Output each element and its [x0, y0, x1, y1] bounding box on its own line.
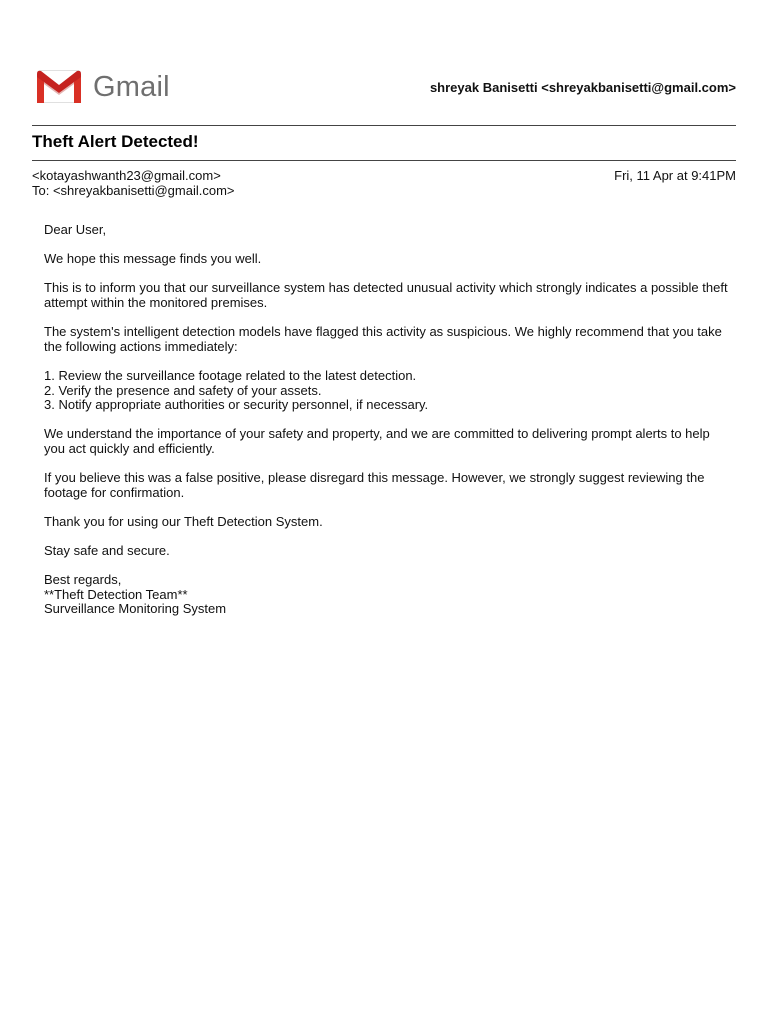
body-paragraph: We hope this message finds you well.: [44, 251, 262, 267]
action-list-item: 3. Notify appropriate authorities or security personnel, if necessary.: [44, 397, 429, 413]
divider-subject: [32, 160, 736, 161]
body-paragraph: If you believe this was a false positive, please disregard this message. However, we strongly suggest reviewing the footage for confirmation.: [44, 470, 705, 500]
sender-address: <kotayashwanth23@gmail.com>: [32, 168, 221, 183]
account-name: shreyak Banisetti <shreyakbanisetti@gmail.com>: [429, 80, 736, 95]
signature-team: **Theft Detection Team**: [44, 586, 188, 602]
action-list-item: 1. Review the surveillance footage related to the latest detection.: [44, 367, 417, 383]
action-list: [44, 369, 728, 413]
greeting: Dear User,: [44, 222, 107, 237]
signature: [44, 573, 728, 617]
email-date: Fri, 11 Apr at 9:41PM: [614, 168, 736, 183]
print-header: [32, 64, 736, 110]
gmail-logo: [37, 70, 170, 103]
body-paragraph: We understand the importance of your safety and property, and we are committed to delivering prompt alerts to help you act quickly and efficiently.: [44, 426, 710, 456]
recipient-address: To: <shreyakbanisetti@gmail.com>: [32, 183, 235, 198]
body-paragraph: This is to inform you that our surveillance system has detected unusual activity which strongly indicates a possible theft attempt within the monitored premises.: [44, 280, 728, 310]
email-subject: Theft Alert Detected!: [32, 132, 199, 151]
body-paragraph: The system's intelligent detection models have flagged this activity as suspicious. We highly recommend that you take the following actions immediately:: [44, 324, 722, 354]
divider-top: [32, 125, 736, 126]
action-list-item: 2. Verify the presence and safety of your assets.: [44, 382, 322, 398]
body-paragraph: Stay safe and secure.: [44, 543, 170, 559]
gmail-wordmark: Gmail: [93, 70, 170, 103]
signoff: Best regards,: [44, 572, 122, 588]
body-paragraph: Thank you for using our Theft Detection System.: [44, 513, 323, 529]
signature-system: Surveillance Monitoring System: [44, 601, 227, 617]
email-body: [44, 223, 728, 632]
gmail-envelope-icon: [37, 70, 81, 103]
